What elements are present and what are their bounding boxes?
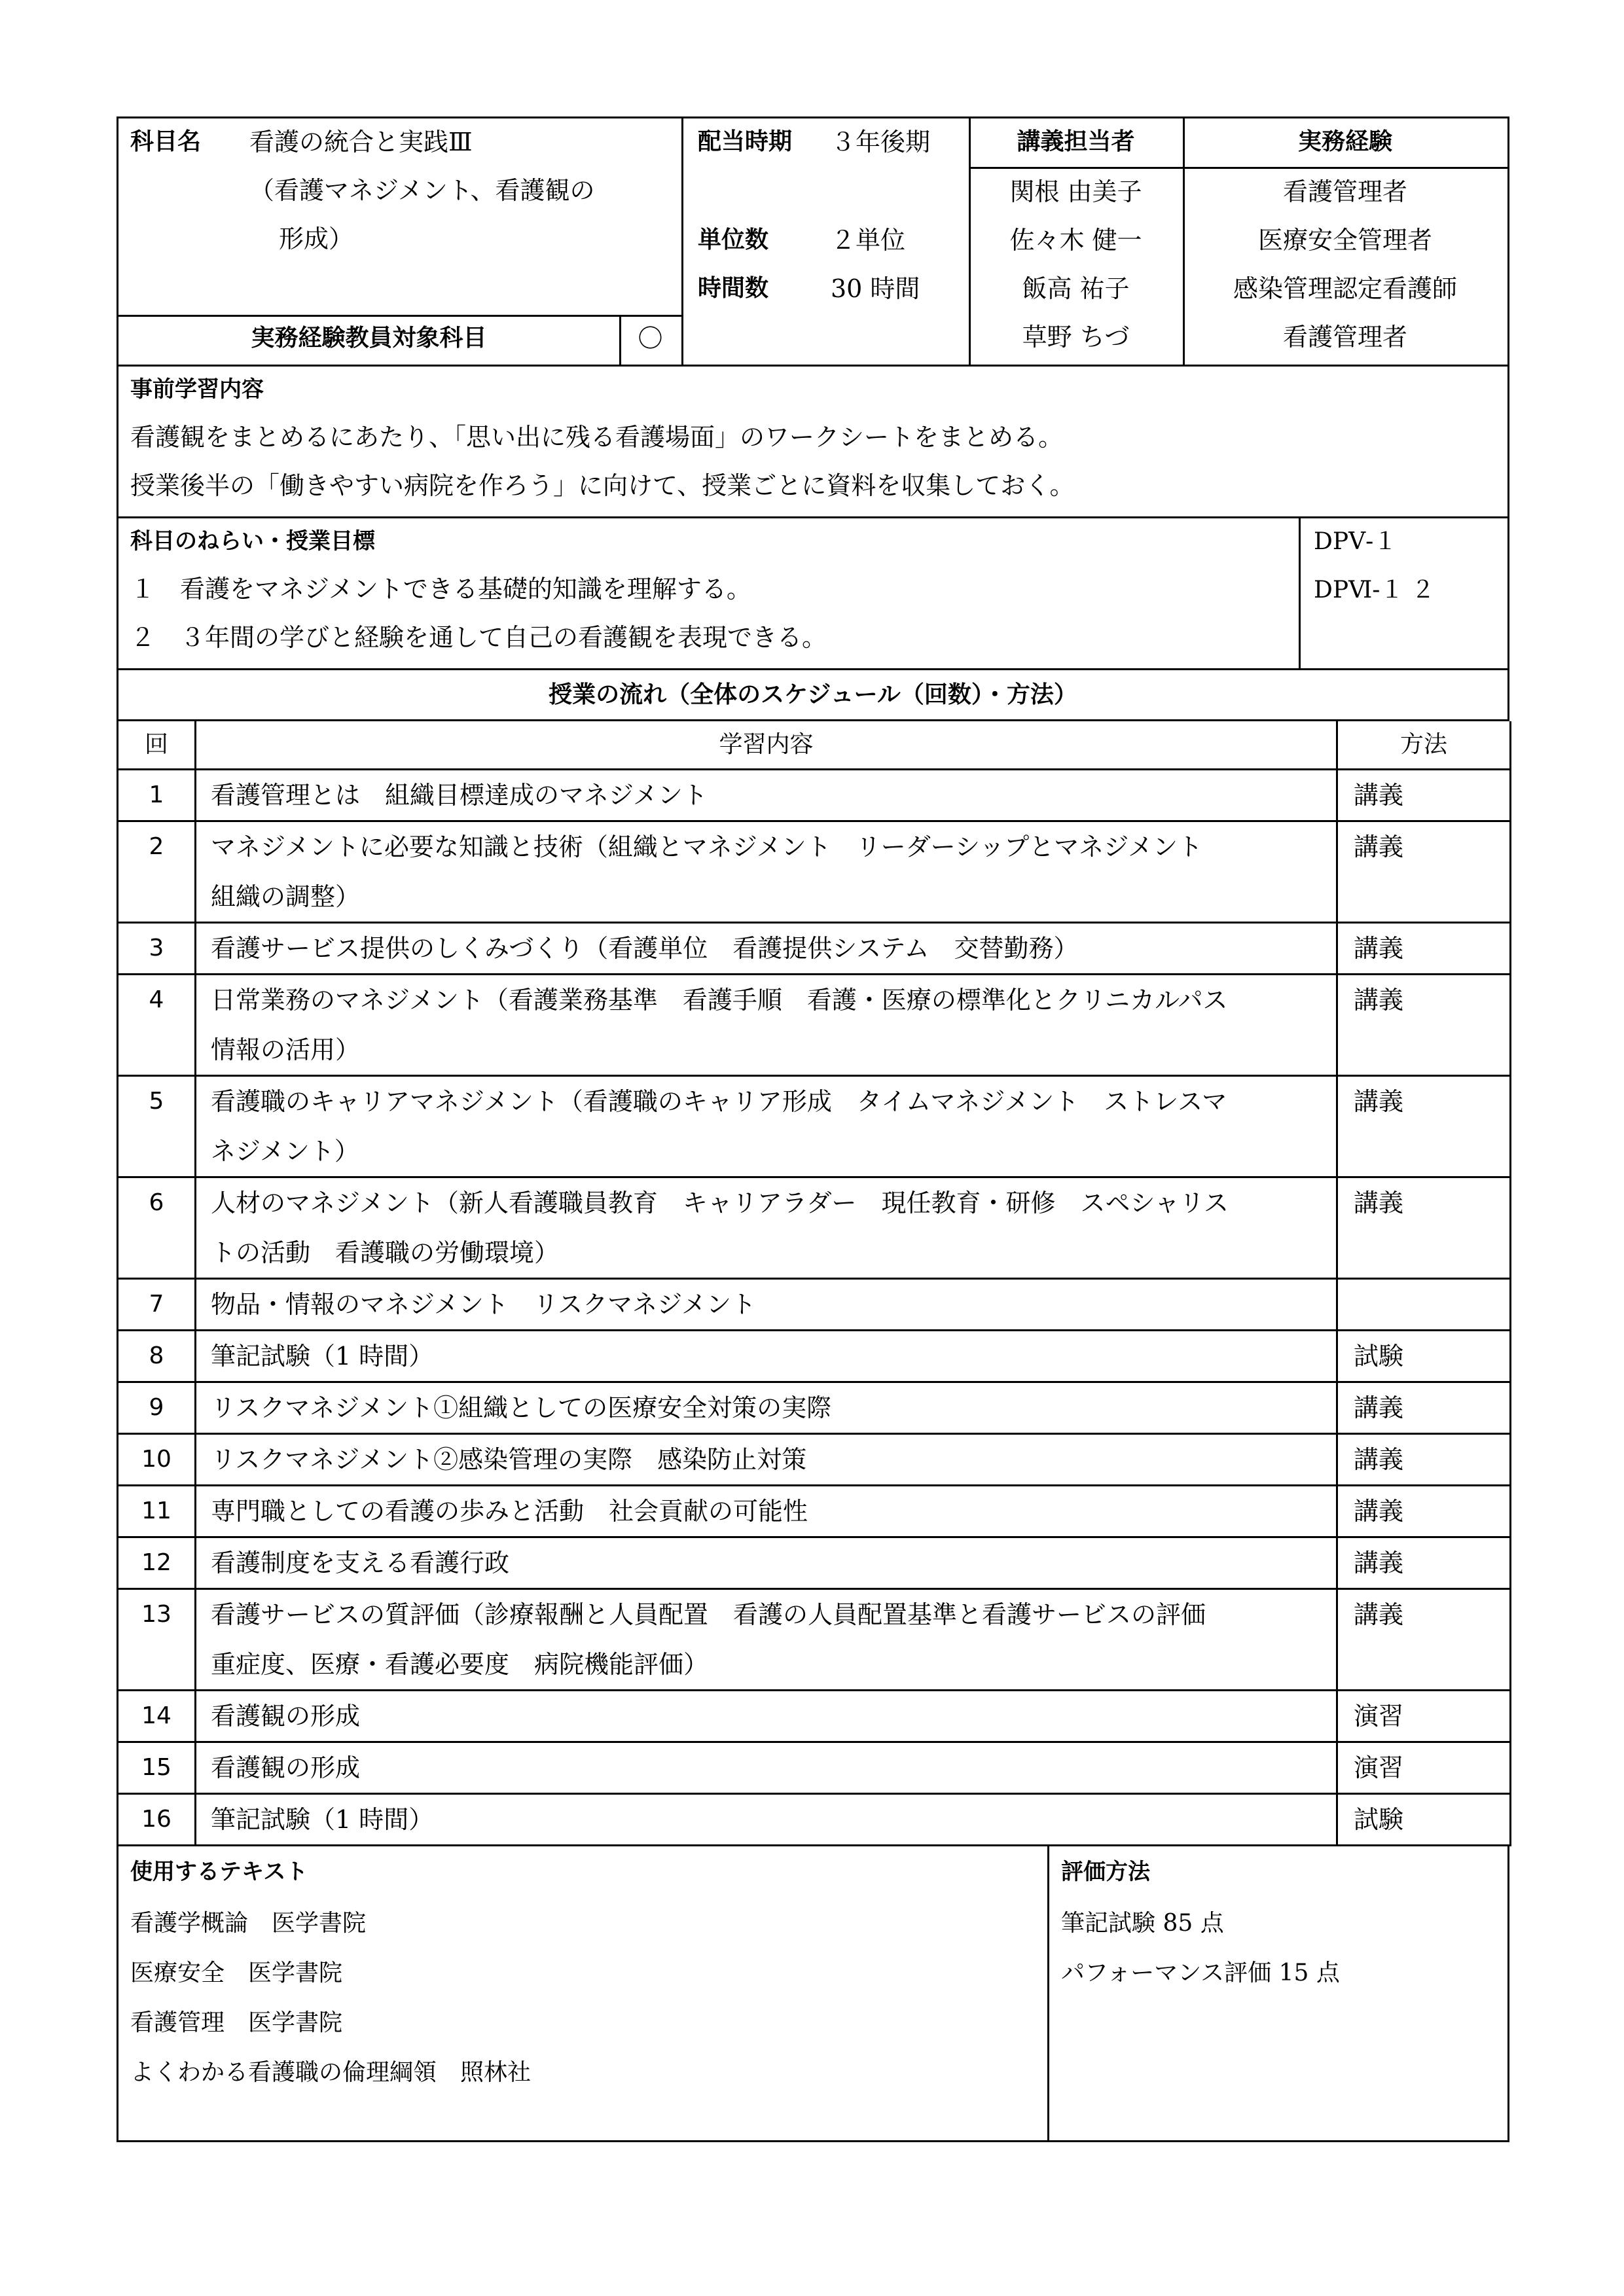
session-content-line: リスクマネジメント②感染管理の実際 感染防止対策 xyxy=(211,1445,807,1474)
session-number: 10 xyxy=(118,1434,196,1486)
session-content xyxy=(196,1742,1337,1794)
session-method: 講義 xyxy=(1337,1076,1511,1177)
schedule-row xyxy=(118,821,1511,923)
session-number: 8 xyxy=(118,1331,196,1382)
hours-value: 30 時間 xyxy=(831,274,920,303)
schedule-table xyxy=(117,721,1511,1846)
aim-item-1: １ 看護をマネジメントできる基礎的知識を理解する。 xyxy=(130,575,751,603)
schedule-row xyxy=(118,1434,1511,1486)
session-content xyxy=(196,1691,1337,1742)
session-content xyxy=(196,821,1337,923)
session-content-line: 看護職のキャリアマネジメント（看護職のキャリア形成 タイムマネジメント ストレスマ xyxy=(211,1087,1227,1116)
prestudy-line-2: 授業後半の「働きやすい病院を作ろう」に向けて、授業ごとに資料を収集しておく。 xyxy=(130,471,1075,500)
session-content-line: 組織の調整） xyxy=(211,882,361,911)
schedule-row xyxy=(118,1742,1511,1794)
dp-code-1: DPⅤ-１ xyxy=(1314,528,1398,555)
session-method: 講義 xyxy=(1337,923,1511,975)
schedule-row xyxy=(118,975,1511,1076)
lecturer-label: 講義担当者 xyxy=(1017,128,1135,155)
schedule-row xyxy=(118,1794,1511,1846)
session-method: 講義 xyxy=(1337,1486,1511,1537)
session-content xyxy=(196,1279,1337,1331)
period-label: 配当時期 xyxy=(698,128,793,155)
session-content xyxy=(196,1382,1337,1434)
session-content-line: 看護サービスの質評価（診療報酬と人員配置 看護の人員配置基準と看護サービスの評価 xyxy=(211,1600,1206,1629)
session-method: 講義 xyxy=(1337,1177,1511,1279)
session-content xyxy=(196,1331,1337,1382)
aims-section xyxy=(117,518,1509,670)
schedule-row xyxy=(118,1382,1511,1434)
session-method: 講義 xyxy=(1337,770,1511,821)
session-number: 16 xyxy=(118,1794,196,1846)
col-no-header: 回 xyxy=(118,721,196,770)
session-method: 試験 xyxy=(1337,1794,1511,1846)
session-number: 2 xyxy=(118,821,196,923)
session-content-line: マネジメントに必要な知識と技術（組織とマネジメント リーダーシップとマネジメント xyxy=(211,833,1203,861)
practical-subject-mark: 〇 xyxy=(638,324,663,353)
session-method xyxy=(1337,1279,1511,1331)
session-content-line: 看護観の形成 xyxy=(211,1753,361,1782)
prestudy-title: 事前学習内容 xyxy=(130,376,264,403)
session-number: 15 xyxy=(118,1742,196,1794)
session-method: 講義 xyxy=(1337,1537,1511,1589)
experience-2: 医療安全管理者 xyxy=(1257,226,1432,255)
practical-subject-label: 実務経験教員対象科目 xyxy=(251,325,487,351)
experience-3: 感染管理認定看護師 xyxy=(1233,274,1457,303)
subject-name-line-2: （看護マネジメント、看護観の xyxy=(249,176,595,205)
schedule-row xyxy=(118,1589,1511,1691)
session-content xyxy=(196,1537,1337,1589)
experience-label: 実務経験 xyxy=(1297,128,1392,155)
subject-name-line-3: 形成） xyxy=(279,224,354,253)
session-method: 講義 xyxy=(1337,975,1511,1076)
lecturer-4: 草野 ちづ xyxy=(1022,323,1130,351)
schedule-header-row xyxy=(118,721,1511,770)
session-content-line: ネジメント） xyxy=(211,1137,359,1166)
schedule-row xyxy=(118,1177,1511,1279)
syllabus-sheet xyxy=(117,117,1509,2142)
session-content-line: 看護制度を支える看護行政 xyxy=(211,1549,510,1577)
session-content xyxy=(196,923,1337,975)
evaluation-item-1: 筆記試験 85 点 xyxy=(1061,1910,1224,1937)
session-method: 試験 xyxy=(1337,1331,1511,1382)
period-value: ３年後期 xyxy=(831,128,931,156)
session-method: 講義 xyxy=(1337,1382,1511,1434)
session-content xyxy=(196,975,1337,1076)
lecturer-3: 飯高 祐子 xyxy=(1022,274,1130,303)
schedule-row xyxy=(118,1537,1511,1589)
session-number: 5 xyxy=(118,1076,196,1177)
session-method: 講義 xyxy=(1337,1589,1511,1691)
experience-4: 看護管理者 xyxy=(1282,323,1407,351)
session-content xyxy=(196,1177,1337,1279)
texts-title: 使用するテキスト xyxy=(130,1859,308,1885)
schedule-row xyxy=(118,1486,1511,1537)
dp-code-2: DPⅥ-１ ２ xyxy=(1314,577,1435,603)
lecturer-2: 佐々木 健一 xyxy=(1009,226,1142,255)
session-content-line: 筆記試験（1 時間） xyxy=(211,1805,434,1834)
col-method-header: 方法 xyxy=(1337,721,1511,770)
session-method: 演習 xyxy=(1337,1742,1511,1794)
session-number: 1 xyxy=(118,770,196,821)
schedule-row xyxy=(118,1076,1511,1177)
schedule-row xyxy=(118,923,1511,975)
experience-1: 看護管理者 xyxy=(1282,177,1407,206)
subject-label: 科目名 xyxy=(130,128,202,155)
aim-item-2: ２ ３年間の学びと経験を通して自己の看護観を表現できる。 xyxy=(130,623,827,652)
session-method: 演習 xyxy=(1337,1691,1511,1742)
schedule-title: 授業の流れ（全体のスケジュール（回数）・方法） xyxy=(549,681,1077,708)
aims-title: 科目のねらい・授業目標 xyxy=(130,528,375,554)
text-item-3: 看護管理 医学書院 xyxy=(130,2009,343,2036)
session-content xyxy=(196,1794,1337,1846)
session-content-line: 看護観の形成 xyxy=(211,1702,361,1731)
session-content-line: 情報の活用） xyxy=(211,1035,361,1064)
evaluation-item-2: パフォーマンス評価 15 点 xyxy=(1061,1960,1340,1986)
prestudy-line-1: 看護観をまとめるにあたり、「思い出に残る看護場面」のワークシートをまとめる。 xyxy=(130,423,1064,452)
session-number: 13 xyxy=(118,1589,196,1691)
schedule-row xyxy=(118,1691,1511,1742)
schedule-title-bar xyxy=(117,670,1509,721)
schedule-row xyxy=(118,770,1511,821)
schedule-row xyxy=(118,1279,1511,1331)
session-number: 6 xyxy=(118,1177,196,1279)
session-method: 講義 xyxy=(1337,821,1511,923)
text-item-4: よくわかる看護職の倫理綱領 照林社 xyxy=(130,2059,532,2086)
units-label: 単位数 xyxy=(698,226,769,253)
course-header xyxy=(117,117,1509,367)
session-number: 14 xyxy=(118,1691,196,1742)
evaluation-title: 評価方法 xyxy=(1061,1859,1150,1885)
session-content xyxy=(196,1486,1337,1537)
session-number: 12 xyxy=(118,1537,196,1589)
text-item-1: 看護学概論 医学書院 xyxy=(130,1910,367,1937)
session-content xyxy=(196,1434,1337,1486)
col-content-header: 学習内容 xyxy=(196,721,1337,770)
session-content-line: 物品・情報のマネジメント リスクマネジメント xyxy=(211,1290,756,1319)
session-content-line: 看護管理とは 組織目標達成のマネジメント xyxy=(211,781,708,810)
session-number: 9 xyxy=(118,1382,196,1434)
session-content xyxy=(196,770,1337,821)
session-content-line: リスクマネジメント①組織としての医療安全対策の実際 xyxy=(211,1393,832,1422)
session-content-line: 筆記試験（1 時間） xyxy=(211,1342,434,1371)
hours-label: 時間数 xyxy=(698,275,769,302)
session-content-line: トの活動 看護職の労働環境） xyxy=(211,1238,560,1267)
session-number: 11 xyxy=(118,1486,196,1537)
session-content-line: 人材のマネジメント（新人看護職員教育 キャリアラダー 現任教育・研修 スペシャリス xyxy=(211,1189,1229,1217)
session-number: 7 xyxy=(118,1279,196,1331)
session-content-line: 専門職としての看護の歩みと活動 社会貢献の可能性 xyxy=(211,1497,808,1526)
session-number: 4 xyxy=(118,975,196,1076)
session-content xyxy=(196,1589,1337,1691)
session-content-line: 重症度、医療・看護必要度 病院機能評価） xyxy=(211,1650,709,1679)
session-content-line: 看護サービス提供のしくみづくり（看護単位 看護提供システム 交替勤務） xyxy=(211,934,1079,963)
subject-name-line-1: 看護の統合と実践Ⅲ xyxy=(249,128,473,156)
session-content xyxy=(196,1076,1337,1177)
text-item-2: 医療安全 医学書院 xyxy=(130,1960,343,1986)
session-content-line: 日常業務のマネジメント（看護業務基準 看護手順 看護・医療の標準化とクリニカルパス xyxy=(211,986,1228,1014)
footer-section xyxy=(117,1846,1509,2142)
prestudy-section xyxy=(117,367,1509,518)
units-value: ２単位 xyxy=(831,226,906,255)
session-method: 講義 xyxy=(1337,1434,1511,1486)
session-number: 3 xyxy=(118,923,196,975)
schedule-row xyxy=(118,1331,1511,1382)
lecturer-1: 関根 由美子 xyxy=(1009,177,1142,206)
